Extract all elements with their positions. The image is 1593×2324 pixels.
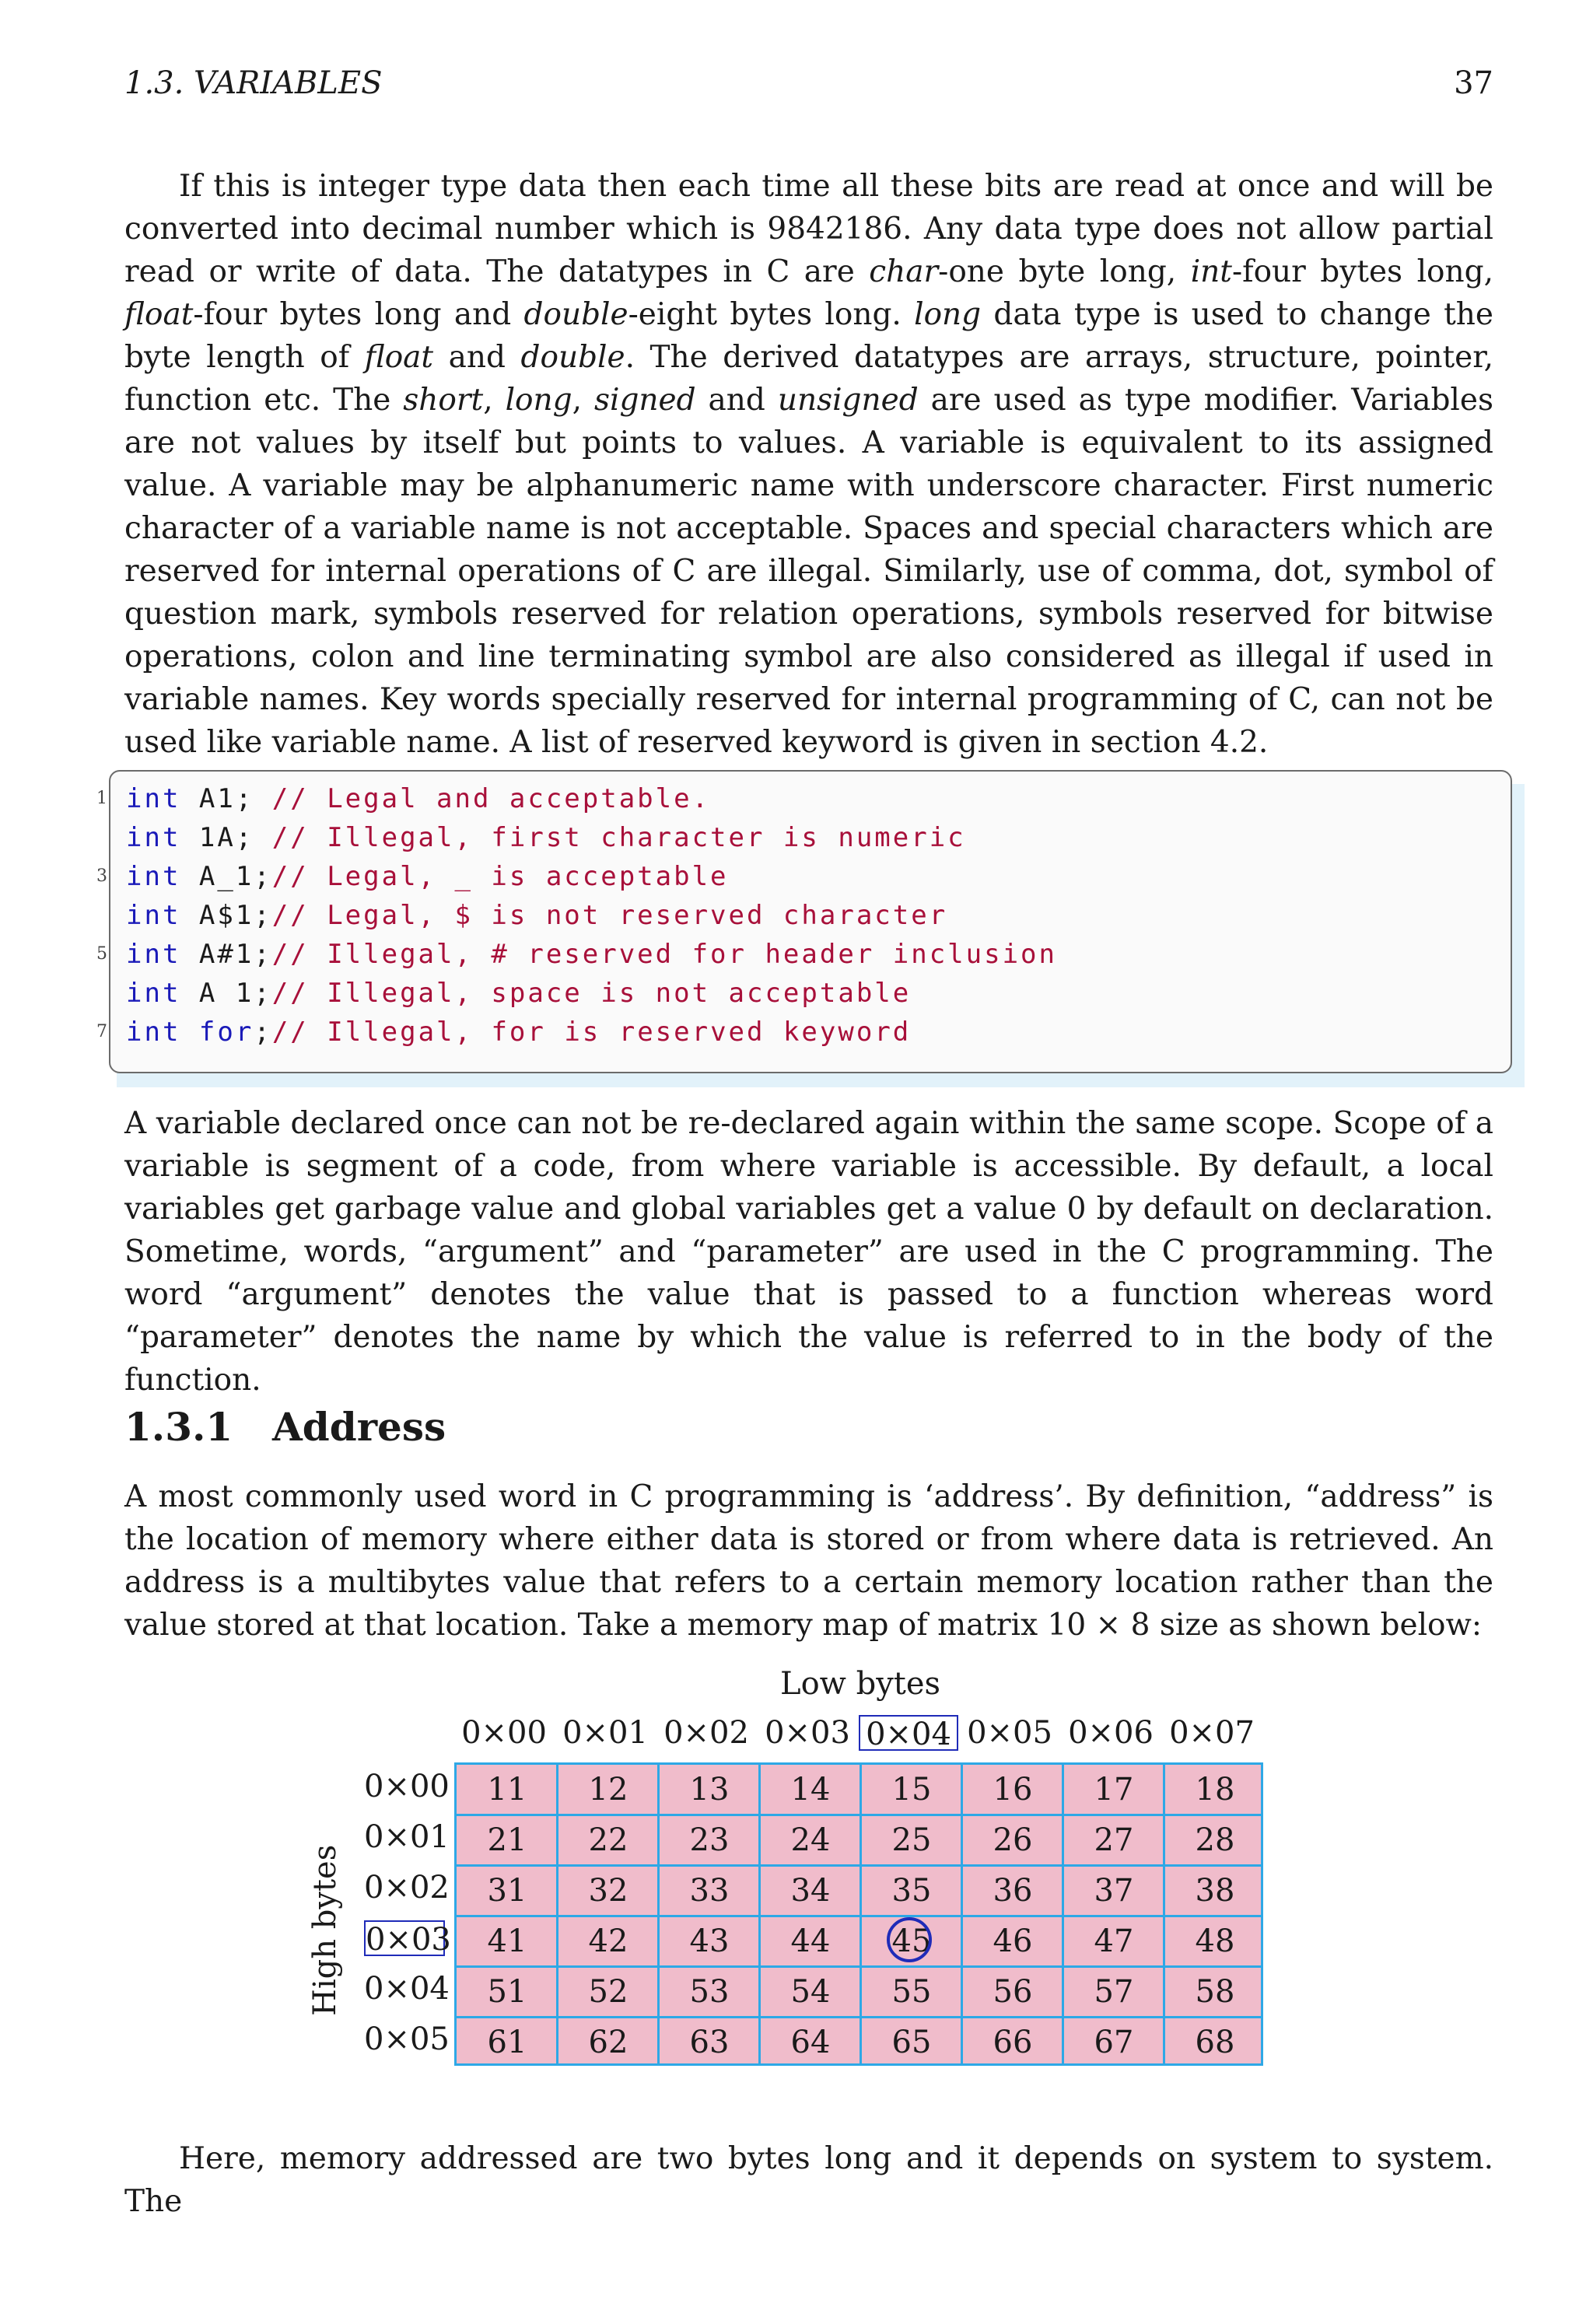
text-run-italic: long (505, 383, 572, 418)
memory-cell: 22 (588, 1822, 628, 1858)
grid-line (457, 1864, 1261, 1867)
column-header: 0×03 (765, 1715, 850, 1751)
grid-line (758, 1765, 761, 2063)
row-header: 0×04 (364, 1971, 450, 2007)
memory-cell: 27 (1094, 1822, 1134, 1858)
code-listing (96, 770, 1512, 1073)
code-identifier: A 1; (180, 978, 272, 1009)
code-keyword: int (126, 783, 181, 814)
text-run: -eight bytes long. (628, 297, 915, 332)
paragraph-footer: Here, memory addressed are two bytes long and it depends on system to system. The (124, 2141, 1493, 2219)
code-comment: // Illegal, space is not acceptable (271, 978, 912, 1009)
code-comment: // Legal, _ is acceptable (271, 861, 729, 892)
low-bytes-label: Low bytes (780, 1666, 941, 1702)
code-line (96, 857, 1526, 896)
grid-line (457, 1915, 1261, 1917)
code-comment: // Legal and acceptable. (271, 783, 711, 814)
memory-cell: 26 (993, 1822, 1033, 1858)
memory-cell: 36 (993, 1873, 1033, 1909)
memory-cell: 13 (689, 1772, 730, 1808)
memory-cell: 21 (487, 1822, 527, 1858)
memory-cell: 41 (487, 1923, 527, 1959)
memory-cell: 33 (689, 1873, 730, 1909)
section-heading (124, 1404, 446, 1450)
line-number: 3 (96, 866, 107, 886)
grid-line (657, 1765, 660, 2063)
line-number: 1 (96, 789, 107, 808)
grid-line (457, 1965, 1261, 1968)
code-line (126, 818, 1526, 857)
memory-cell: 46 (993, 1923, 1033, 1959)
code-line (126, 896, 1526, 935)
column-header: 0×02 (663, 1715, 749, 1751)
code-identifier (180, 1017, 198, 1048)
code-keyword: int (126, 822, 181, 853)
memory-cell: 52 (588, 1974, 628, 2010)
memory-cell: 47 (1094, 1923, 1134, 1959)
text-run: and (695, 383, 778, 418)
column-header: 0×07 (1169, 1715, 1255, 1751)
memory-cell: 34 (790, 1873, 831, 1909)
memory-cell: 25 (891, 1822, 932, 1858)
memory-cell: 56 (993, 1974, 1033, 2010)
memory-cell: 32 (588, 1873, 628, 1909)
text-run: and (433, 340, 521, 375)
text-run-italic: unsigned (777, 383, 919, 418)
text-run: data type is used to change the byte length of (124, 297, 1493, 375)
code-line (126, 974, 1526, 1013)
memory-cell: 61 (487, 2025, 527, 2060)
memory-cell: 53 (689, 1974, 730, 2010)
grid-line (457, 2016, 1261, 2018)
text-run: -four bytes long and (193, 297, 524, 332)
memory-cell: 43 (689, 1923, 730, 1959)
code-comment: // Illegal, for is reserved keyword (271, 1017, 912, 1048)
memory-cell: 37 (1094, 1873, 1134, 1909)
memory-cell: 31 (487, 1873, 527, 1909)
memory-cell: 23 (689, 1822, 730, 1858)
memory-cell: 12 (588, 1772, 628, 1808)
code-keyword: int (126, 900, 181, 931)
grid-line (1062, 1765, 1064, 2063)
text-run-italic: signed (593, 383, 696, 418)
running-head-title: 1.3. VARIABLES (124, 65, 383, 101)
code-comment: // Illegal, # reserved for header inclusion (271, 939, 1057, 970)
page-number: 37 (1454, 65, 1493, 101)
column-header: 0×00 (461, 1715, 547, 1751)
memory-cell: 45 (891, 1923, 932, 1959)
code-keyword: int (126, 939, 181, 970)
column-header: 0×05 (967, 1715, 1052, 1751)
grid-line (860, 1765, 862, 2063)
text-run: If this is integer type data then each time all these bits are read at once and will be converted into decimal number which is 9842186. Any data type does not allow partial read or write of data. The datatypes in C are (124, 169, 1493, 289)
memory-cell: 16 (993, 1772, 1033, 1808)
code-keyword: int (126, 978, 181, 1009)
text-run-italic: float (124, 297, 194, 332)
text-run-italic: long (914, 297, 982, 332)
code-comment: // Illegal, first character is numeric (271, 822, 966, 853)
memory-cell: 54 (790, 1974, 831, 2010)
grid-line (457, 1814, 1261, 1816)
text-run: -one byte long, (938, 254, 1191, 289)
highlight-circle (887, 1917, 932, 1962)
text-run-italic: char (869, 254, 939, 289)
line-number: 5 (96, 944, 107, 964)
memory-cell: 35 (891, 1873, 932, 1909)
memory-map-grid (454, 1762, 1263, 2066)
text-run-italic: double (520, 340, 625, 375)
text-run-italic: int (1190, 254, 1232, 289)
grid-line (961, 1765, 963, 2063)
memory-cell: 28 (1195, 1822, 1235, 1858)
code-identifier: A$1; (180, 900, 272, 931)
column-header: 0×06 (1068, 1715, 1154, 1751)
section-number: 1.3.1 (124, 1404, 233, 1450)
section-title: Address (272, 1404, 446, 1450)
text-run-italic: float (364, 340, 434, 375)
memory-cell: 17 (1094, 1772, 1134, 1808)
running-head (124, 65, 1493, 104)
text-run: . The derived datatypes are arrays, structure, pointer, function etc. The (124, 340, 1493, 418)
memory-cell: 15 (891, 1772, 932, 1808)
code-line (96, 779, 1526, 818)
memory-cell: 44 (790, 1923, 831, 1959)
grid-line (1163, 1765, 1165, 2063)
memory-cell: 67 (1094, 2025, 1134, 2060)
column-header: 0×04 (859, 1715, 958, 1751)
row-header: 0×02 (364, 1870, 450, 1906)
code-line (96, 935, 1526, 974)
text-run: , (572, 383, 594, 418)
high-bytes-label: High bytes (307, 1844, 343, 2016)
row-header: 0×05 (364, 2021, 450, 2057)
code-comment: // Legal, $ is not reserved character (271, 900, 948, 931)
text-run-italic: double (523, 297, 628, 332)
memory-cell: 68 (1195, 2025, 1235, 2060)
memory-cell: 24 (790, 1822, 831, 1858)
text-run: are used as type modifier. Variables are not values by itself but points to values. A variable is equivalent to its assigned value. A variable may be alphanumeric name with underscore character. First numeric character of a variable name is not acceptable. Spaces and special characters which are reserved for internal operations of C are illegal. Similarly, use of comma, dot, symbol of question mark, symbols reserved for relation operations, symbols reserved for bitwise operations, colon and line terminating symbol are also considered as illegal if used in variable names. Key words specially reserved for internal programming of C, can not be used like variable name. A list of reserved keyword is given in section 4.2. (124, 383, 1493, 760)
code-identifier: A#1; (180, 939, 272, 970)
memory-cell: 11 (487, 1772, 527, 1808)
code-identifier: ; (254, 1017, 272, 1048)
row-header: 0×00 (364, 1769, 450, 1804)
memory-cell: 65 (891, 2025, 932, 2060)
paragraph-scope: A variable declared once can not be re-declared again within the same scope. Scope of a variable is segment of a code, from where variable is accessible. By default, a local variables get garbage value and global variables get a value 0 by default on declaration. Sometime, words, “argument” and “parameter” are used in the C programming. The word “argument” denotes the value that is passed to a function whereas word “parameter” denotes the name by which the value is referred to in the body of the function. (124, 1106, 1493, 1398)
paragraph-address: A most commonly used word in C programming is ‘address’. By definition, “address” is the location of memory where either data is stored or from where data is retrieved. An address is a multibytes value that refers to a certain memory location rather than the value stored at that location. Take a memory map of matrix 10 × 8 size as shown below: (124, 1479, 1493, 1643)
memory-cell: 62 (588, 2025, 628, 2060)
code-identifier: 1A; (180, 822, 272, 853)
memory-cell: 48 (1195, 1923, 1235, 1959)
memory-cell: 18 (1195, 1772, 1235, 1808)
row-header: 0×03 (366, 1922, 451, 1958)
row-header: 0×01 (364, 1819, 450, 1855)
text-run: , (483, 383, 506, 418)
memory-cell: 14 (790, 1772, 831, 1808)
code-keyword: for (198, 1017, 254, 1048)
code-identifier: A1; (180, 783, 272, 814)
line-number: 7 (96, 1022, 107, 1041)
memory-cell: 66 (993, 2025, 1033, 2060)
paragraph-datatypes (124, 165, 1493, 764)
memory-cell: 58 (1195, 1974, 1235, 2010)
memory-cell: 42 (588, 1923, 628, 1959)
memory-cell: 64 (790, 2025, 831, 2060)
code-keyword: int (126, 861, 181, 892)
text-run-italic: short (403, 383, 484, 418)
grid-line (556, 1765, 558, 2063)
memory-cell: 38 (1195, 1873, 1235, 1909)
text-run: -four bytes long, (1231, 254, 1494, 289)
memory-cell: 51 (487, 1974, 527, 2010)
memory-cell: 63 (689, 2025, 730, 2060)
code-identifier: A_1; (180, 861, 272, 892)
column-header: 0×01 (562, 1715, 648, 1751)
memory-cell: 55 (891, 1974, 932, 2010)
code-keyword: int (126, 1017, 181, 1048)
code-line (96, 1013, 1526, 1052)
memory-cell: 57 (1094, 1974, 1134, 2010)
